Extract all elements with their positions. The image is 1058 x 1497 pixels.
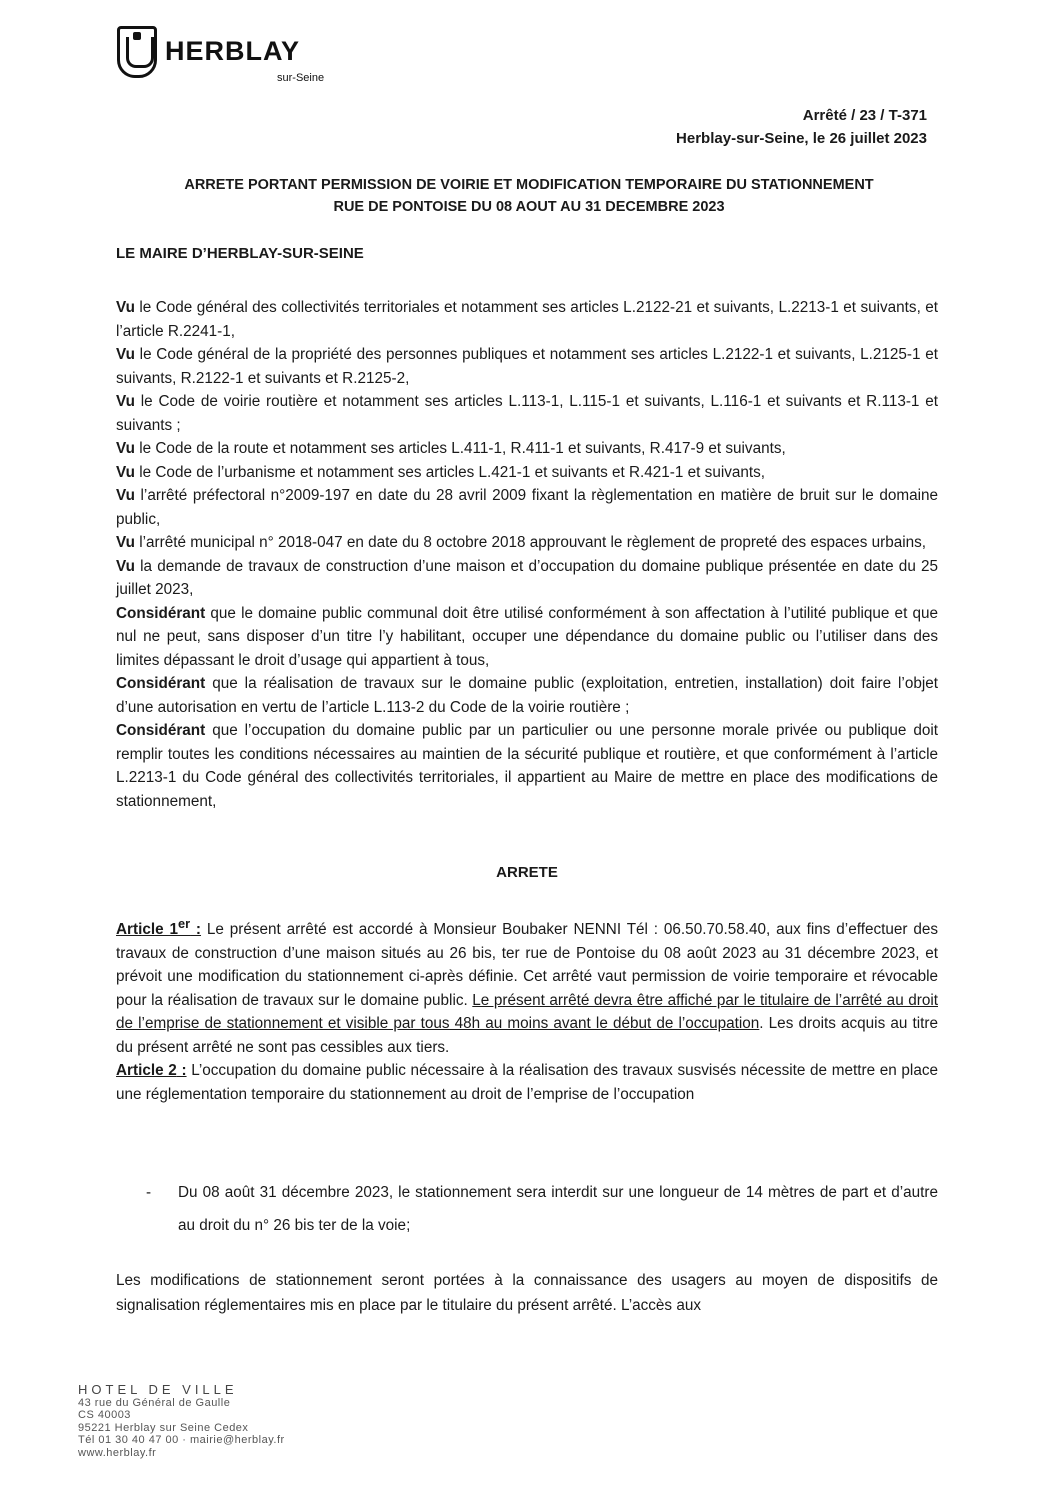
clause: Considérant que le domaine public communal doit être utilisé conformément à son affectation à l’utilité publique et que nul ne peut, sans disposer d’un titre l’y habilitant, occuper une dépendance du domaine public ou l’utiliser dans des limites dépassant le droit d’usage qui appartient à tous, [116,604,938,669]
coat-of-arms-icon [117,26,157,78]
article-1-label: Article 1er : [116,916,202,939]
footer-website: www.herblay.fr [78,1446,157,1459]
footer-hotel-de-ville: HOTEL DE VILLE [78,1382,238,1397]
clause: Vu le Code de l’urbanisme et notamment ses articles L.421-1 et suivants et R.421-1 et suivants, [116,463,766,481]
document-title [110,174,948,218]
posting-requirement: Le présent arrêté devra être affiché par le titulaire de l’arrêté au droit de l’emprise de stationnement et visible par tous 48h au moins avant le début de l’occupation [116,991,938,1033]
footer-address [78,1384,285,1459]
footer-street: 43 rue du Général de Gaulle [78,1396,231,1409]
parking-restriction-item [146,1176,938,1242]
arrete-heading: ARRETE [496,864,558,881]
article-1: Article 1er : Le présent arrêté est accordé à Monsieur Boubaker NENNI Tél : 06.50.70.58.40, aux fins d’effectuer des travaux de construction d’une maison situés au 26 bis, ter rue de Pontoise du 08 août 2023 au 31 décembre 2023, et prévoit une modification du stationnement ci-après définie. Cet arrêté vaut permission de voirie temporaire et révocable pour la réalisation de travaux sur le domaine public. Le présent arrêté devra être affiché par le titulaire de l’arrêté au droit de l’emprise de stationnement et visible par tous 48h au moins avant le début de l’occupation. Les droits acquis au titre du présent arrêté ne sont pas cessibles aux tiers. [116,916,938,1056]
whereas-clauses [116,296,938,813]
clause: Vu l’arrêté préfectoral n°2009-197 en date du 28 avril 2009 fixant la règlementation en matière de bruit sur le domaine public, [116,487,938,528]
herblay-logo [113,24,333,86]
clause: Considérant que l’occupation du domaine public par un particulier ou une personne morale privée ou publique doit remplir toutes les conditions nécessaires au maintien de la sécurité publique et routière, et que conformément à l’article L.2213-1 du Code général des collectivités territoriales, il appartient au Maire de mettre en place des modifications de stationnement, [116,722,938,810]
clause: Considérant que la réalisation de travaux sur le domaine public (exploitation, entretien, installation) doit faire l’objet d’une autorisation en vertu de l’article L.113-2 du Code de la voirie routière ; [116,675,938,716]
clause: Vu le Code de la route et notamment ses articles L.411-1, R.411-1 et suivants, R.417-9 et suivants, [116,440,786,457]
logo-name: HERBLAY [165,36,301,66]
clause: Vu l’arrêté municipal n° 2018-047 en date du 8 octobre 2018 approuvant le règlement de propreté des espaces urbains, [116,534,927,551]
article-2: Article 2 : L’occupation du domaine public nécessaire à la réalisation des travaux susvisés nécessite de mettre en place une réglementation temporaire du stationnement au droit de l’emprise de l’occupation [116,1062,938,1103]
document-reference [676,104,927,150]
articles [116,912,938,1106]
bullet-text: Du 08 août 31 décembre 2023, le stationnement sera interdit sur une longueur de 14 mètres de part et d’autre au droit du n° 26 bis ter de la voie; [178,1184,938,1234]
footer-city: 95221 Herblay sur Seine Cedex [78,1421,249,1434]
footer-cs: CS 40003 [78,1409,131,1421]
article-2-label: Article 2 : [116,1062,187,1080]
place-and-date: Herblay-sur-Seine, le 26 juillet 2023 [676,130,927,147]
bullet-dash: - [146,1184,152,1201]
title-line-1: ARRETE PORTANT PERMISSION DE VOIRIE ET MODIFICATION TEMPORAIRE DU STATIONNEMENT [184,177,874,193]
mayor-heading: LE MAIRE D’HERBLAY-SUR-SEINE [116,245,364,262]
clause: Vu le Code général des collectivités territoriales et notamment ses articles L.2122-21 et suivants, L.2213-1 et suivants, et l’article R.2241-1, [116,299,938,340]
clause: Vu la demande de travaux de construction d’une maison et d’occupation du domaine publique présentée en date du 25 juillet 2023, [116,557,938,598]
reference-code: Arrêté / 23 / T-371 [802,107,927,124]
clause: Vu le Code général de la propriété des personnes publiques et notamment ses articles L.2122-1 et suivants, L.2125-1 et suivants, R.2122-1 et suivants et R.2125-2, [116,346,938,387]
logo-subtitle: sur-Seine [277,72,325,84]
signage-paragraph: Les modifications de stationnement seront portées à la connaissance des usagers au moyen de dispositifs de signalisation réglementaires mis en place par le titulaire du présent arrêté. L’accès aux [116,1272,938,1314]
footer-contact: Tél 01 30 40 47 00 · mairie@herblay.fr [78,1434,285,1446]
title-line-2: RUE DE PONTOISE DU 08 AOUT AU 31 DECEMBRE 2023 [333,199,725,215]
clause: Vu le Code de voirie routière et notamment ses articles L.113-1, L.115-1 et suivants, L.116-1 et suivants et R.113-1 et suivants ; [116,393,938,434]
